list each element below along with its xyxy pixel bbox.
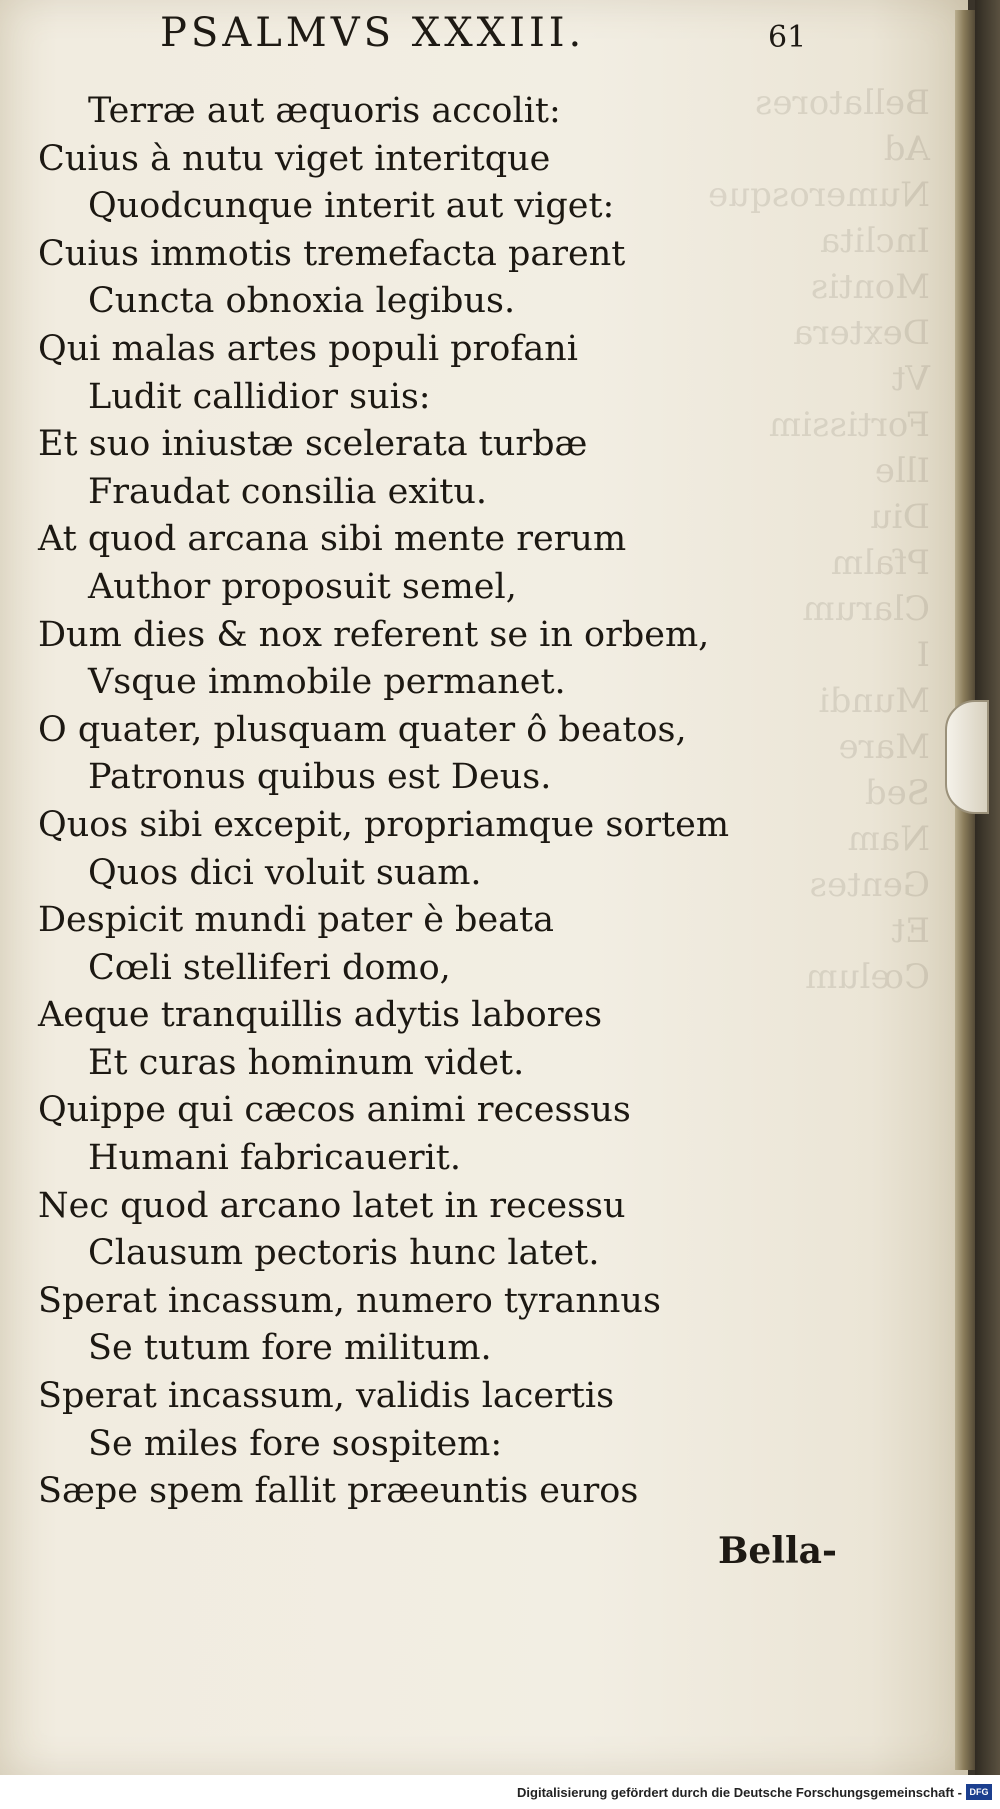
verse-line: Patronus quibus est Deus. [88,757,552,798]
verse-line: Se miles fore sospitem: [88,1423,503,1464]
verse-list [38,88,729,1516]
book-binding [975,0,1000,1775]
digitization-footer [0,1775,1000,1809]
verse-line: Fraudat consilia exitu. [88,471,488,512]
verse-line: Sperat incassum, numero tyrannus [38,1280,661,1321]
funding-credit: Digitalisierung gefördert durch die Deutsche Forschungsgemeinschaft - [517,1785,962,1800]
verse-line: Cuius à nutu viget interitque [38,138,551,179]
verse-line: Quippe qui cæcos animi recessus [38,1090,631,1131]
running-title: PSALMVS XXXIII. [160,10,586,56]
verse-line: At quod arcana sibi mente rerum [38,519,627,560]
page-number: 61 [768,20,807,55]
verse-line: Despicit mundi pater è beata [38,900,554,941]
verse-line: Vsque immobile permanet. [88,662,566,703]
show-through-text: Bellatores Ad Numerosque Inclita Montis Dextera Vt Fortissim Ille Diu Pfalm Clarum I Mundi Mare Sed Nam Gentes Et Cœlum [708,83,930,997]
verse-line: Et curas hominum videt. [88,1042,525,1083]
verse-line: Cœli stelliferi domo, [88,947,451,988]
verse-line: Terræ aut æquoris accolit: [88,91,561,131]
verse-line: Qui malas artes populi profani [38,328,578,369]
verse-line: Sperat incassum, validis lacertis [38,1376,615,1417]
verse-line: Sæpe spem fallit præeuntis euros [38,1471,639,1512]
verse-line: Se tutum fore militum. [88,1328,492,1369]
verse-line: Quos sibi excepit, propriamque sortem [38,804,730,845]
catchword: Bella- [718,1530,837,1572]
verse-line: Quos dici voluit suam. [88,852,482,893]
verse-line: Cuius immotis tremefacta parent [38,233,626,274]
verse-line: Clausum pectoris hunc latet. [88,1233,600,1274]
verse-line: Aeque tranquillis adytis labores [38,995,603,1036]
verse-line: Author proposuit semel, [88,566,517,607]
verse-line: Humani fabricauerit. [88,1138,461,1179]
verse-line: Ludit callidior suis: [88,376,431,417]
verse-line: Nec quod arcano latet in recessu [38,1185,626,1226]
verse-line: Dum dies & nox referent se in orbem, [38,614,710,655]
page-clasp [945,700,989,814]
verse-line: Et suo iniustæ scelerata turbæ [38,424,588,465]
verse-line: O quater, plusquam quater ô beatos, [38,709,687,750]
verse-line: Cuncta obnoxia legibus. [88,281,516,322]
dfg-logo: DFG [966,1784,992,1800]
page-edge [955,10,977,1770]
verse-line: Quodcunque interit aut viget: [88,186,615,227]
